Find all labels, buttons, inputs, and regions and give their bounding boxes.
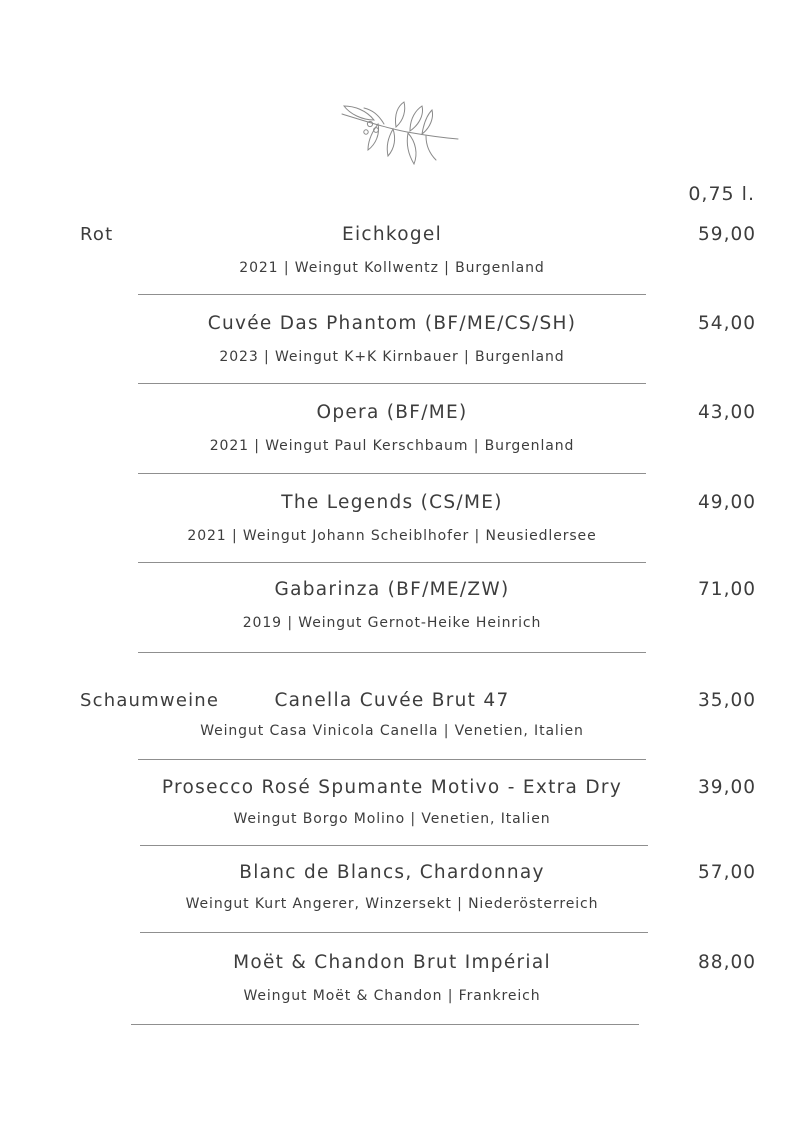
divider bbox=[138, 473, 646, 474]
wine-price: 57,00 bbox=[698, 862, 756, 883]
wine-details: 2021 | Weingut Kollwentz | Burgenland bbox=[239, 260, 545, 276]
wine-name: Gabarinza (BF/ME/ZW) bbox=[274, 579, 510, 600]
category-label-rot: Rot bbox=[80, 224, 114, 245]
wine-details: 2021 | Weingut Johann Scheiblhofer | Neusiedlersee bbox=[187, 528, 597, 544]
wine-price: 71,00 bbox=[698, 579, 756, 600]
wine-name: The Legends (CS/ME) bbox=[281, 492, 503, 513]
wine-details: Weingut Moët & Chandon | Frankreich bbox=[243, 988, 541, 1004]
divider bbox=[138, 294, 646, 295]
wine-name: Canella Cuvée Brut 47 bbox=[274, 690, 510, 711]
wine-details: 2023 | Weingut K+K Kirnbauer | Burgenland bbox=[219, 349, 565, 365]
divider bbox=[138, 652, 646, 653]
wine-details: 2019 | Weingut Gernot-Heike Heinrich bbox=[242, 615, 542, 631]
wine-name: Opera (BF/ME) bbox=[316, 402, 468, 423]
wine-price: 43,00 bbox=[698, 402, 756, 423]
divider bbox=[131, 1024, 639, 1025]
olive-branch-icon bbox=[338, 100, 460, 174]
wine-details: Weingut Borgo Molino | Venetien, Italien bbox=[233, 811, 551, 827]
wine-name: Cuvée Das Phantom (BF/ME/CS/SH) bbox=[207, 313, 577, 334]
category-label-schaumweine: Schaumweine bbox=[80, 690, 220, 711]
divider bbox=[138, 562, 646, 563]
wine-details: Weingut Kurt Angerer, Winzersekt | Niederösterreich bbox=[185, 896, 599, 912]
bottle-size-label: 0,75 l. bbox=[688, 183, 755, 205]
divider bbox=[138, 759, 646, 760]
wine-price: 54,00 bbox=[698, 313, 756, 334]
wine-price: 39,00 bbox=[698, 777, 756, 798]
wine-price: 59,00 bbox=[698, 224, 756, 245]
divider bbox=[140, 845, 648, 846]
divider bbox=[138, 383, 646, 384]
divider bbox=[140, 932, 648, 933]
wine-details: 2021 | Weingut Paul Kerschbaum | Burgenland bbox=[209, 438, 575, 454]
wine-price: 49,00 bbox=[698, 492, 756, 513]
wine-name: Moët & Chandon Brut Impérial bbox=[233, 952, 551, 973]
wine-name: Prosecco Rosé Spumante Motivo - Extra Dry bbox=[161, 777, 623, 798]
wine-price: 88,00 bbox=[698, 952, 756, 973]
wine-name: Blanc de Blancs, Chardonnay bbox=[239, 862, 545, 883]
wine-price: 35,00 bbox=[698, 690, 756, 711]
wine-details: Weingut Casa Vinicola Canella | Venetien, Italien bbox=[200, 723, 584, 739]
wine-name: Eichkogel bbox=[341, 224, 443, 245]
